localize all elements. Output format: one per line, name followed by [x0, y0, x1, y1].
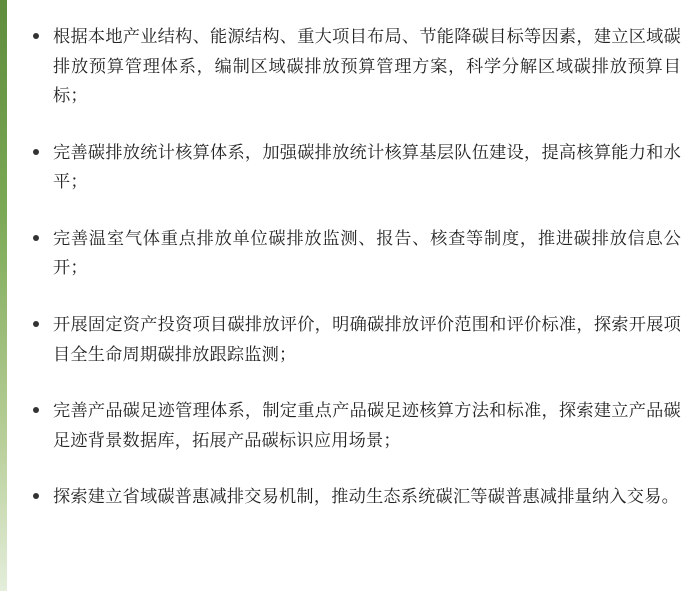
list-item — [25, 396, 681, 455]
bullet-list — [25, 22, 681, 512]
list-item-text: 完善碳排放统计核算体系，加强碳排放统计核算基层队伍建设，提高核算能力和水平； — [53, 141, 681, 192]
list-item-text: 探索建立省域碳普惠减排交易机制，推动生态系统碳汇等碳普惠减排量纳入交易。 — [53, 486, 679, 507]
document-content — [7, 0, 699, 591]
bullet-dot-icon — [33, 493, 39, 499]
list-item-text: 完善温室气体重点排放单位碳排放监测、报告、核查等制度，推进碳排放信息公开； — [53, 227, 681, 278]
list-item — [25, 482, 681, 512]
list-item-text: 完善产品碳足迹管理体系，制定重点产品碳足迹核算方法和标准，探索建立产品碳足迹背景数据库，拓展产品碳标识应用场景； — [53, 400, 681, 450]
list-item — [25, 310, 681, 369]
left-accent-rule — [0, 0, 7, 591]
list-item-text: 根据本地产业结构、能源结构、重大项目布局、节能降碳目标等因素，建立区域碳排放预算管理体系，编制区域碳排放预算管理方案，科学分解区域碳排放预算目标； — [53, 26, 681, 106]
bullet-dot-icon — [33, 407, 39, 413]
list-item — [25, 138, 681, 197]
bullet-dot-icon — [33, 321, 39, 327]
bullet-dot-icon — [33, 33, 39, 39]
bullet-dot-icon — [33, 149, 39, 155]
list-item-text: 开展固定资产投资项目碳排放评价，明确碳排放评价范围和评价标准，探索开展项目全生命周期碳排放跟踪监测； — [53, 314, 681, 364]
list-item — [25, 224, 681, 283]
bullet-dot-icon — [33, 235, 39, 241]
list-item — [25, 22, 681, 111]
